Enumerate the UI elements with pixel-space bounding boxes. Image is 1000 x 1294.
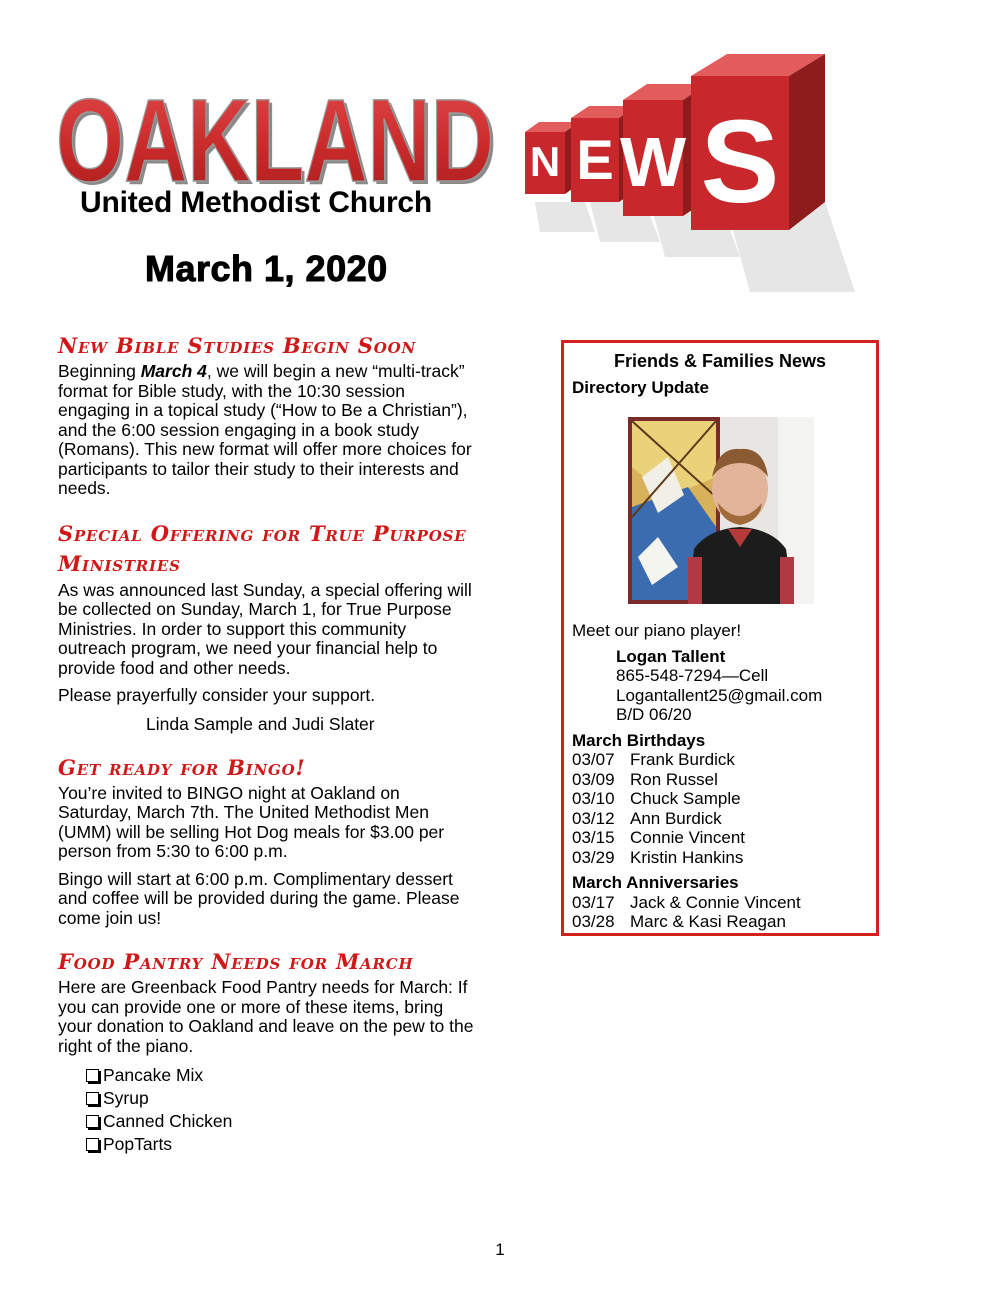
section-heading: Special Offering for True Purpose Ministries [58,520,467,576]
checkbox-icon [86,1138,99,1151]
section-special-offering [58,519,478,734]
anniversary-row [572,893,872,913]
section-paragraph: Bingo will start at 6:00 p.m. Complimentary dessert and coffee will be provided during the game. Please come join us! [58,868,460,928]
masthead-subtitle: United Methodist Church [80,186,433,219]
left-column [58,332,478,1176]
cube-s [691,54,825,230]
section-bible-studies [58,332,478,499]
contact-name: Logan Tallent [616,646,726,666]
list-item [86,1064,478,1087]
section-heading: Get ready for Bingo! [58,754,306,780]
friends-families-box [561,340,879,936]
list-item [86,1110,478,1133]
birthday-row [572,828,872,848]
list-item [86,1133,478,1156]
section-bingo [58,754,478,929]
list-item-label: Canned Chicken [103,1111,233,1131]
birthday-date: 03/10 [572,789,615,808]
pantry-checklist [86,1064,478,1156]
box-lower [572,621,872,932]
piano-player-photo [628,417,814,604]
masthead-title [52,68,502,198]
box-intro: Meet our piano player! [572,621,742,640]
birthday-date: 03/12 [572,808,615,828]
birthday-row [572,789,872,809]
birthday-row [572,848,872,868]
checkbox-icon [86,1092,99,1105]
birthday-name: Frank Burdick [630,750,735,769]
cube-letter: S [700,96,780,228]
page-number: 1 [495,1240,505,1259]
section-heading: New Bible Studies Begin Soon [58,333,416,358]
section-paragraph: As was announced last Sunday, a special offering will be collected on Sunday, March 1, for True Purpose Ministries. In order to support this community outreach program, we need your financial help to provide food and other needs. [58,579,472,678]
cube-n [525,122,579,194]
anniversary-row [572,912,872,932]
anniversaries-heading: March Anniversaries [572,873,739,892]
issue-date: March 1, 2020 [145,248,388,289]
section-paragraph: You’re invited to BINGO night at Oakland on Saturday, March 7th. The United Methodist Men (UMM) will be selling Hot Dog meals for $3.00 per person from 5:30 to 6:00 p.m. [58,782,445,861]
checkbox-icon [86,1069,99,1082]
birthday-name: Kristin Hankins [630,847,744,867]
section-heading: Food Pantry Needs for March [58,949,414,974]
list-item-label: PopTarts [103,1134,173,1154]
birthday-name: Chuck Sample [630,789,741,808]
contact-email: Logantallent25@gmail.com [616,685,823,705]
birthday-row [572,750,872,770]
birthday-name: Ron Russel [630,769,718,789]
para-emphasis: March 4 [140,361,207,381]
anniversary-name: Jack & Connie Vincent [630,892,801,912]
anniversary-date: 03/17 [572,892,615,912]
list-item-label: Syrup [103,1088,149,1108]
cube-letter: N [529,138,561,185]
box-subtitle: Directory Update [572,378,709,397]
contact-birthday: B/D 06/20 [616,705,692,724]
para-rest: , we will begin a new “multi-track” format for Bible study, with the 10:30 session engaging in a topical study (“How to Be a Christian”), and the 6:00 session engaging in a book study (Romans). This new format will offer more choices for participants to tailor their study to their interests and needs. [58,361,472,498]
para-prefix: Beginning [58,361,141,381]
cube-letter: W [619,123,687,201]
section-paragraph: Here are Greenback Food Pantry needs for March: If you can provide one or more of these items, bring your donation to Oakland and leave on the pew to the right of the piano. [58,977,474,1056]
section-paragraph: Please prayerfully consider your support. [58,685,376,705]
birthday-name: Ann Burdick [630,808,722,828]
contact-card [616,647,872,725]
birthday-date: 03/29 [572,847,615,867]
masthead-title-shadow: OAKLAND [59,78,497,198]
checkbox-icon [86,1115,99,1128]
birthday-row [572,770,872,790]
birthday-row [572,809,872,829]
news-cube-logo [495,52,905,302]
birthday-date: 03/07 [572,750,615,769]
section-signature: Linda Sample and Judi Slater [146,713,375,734]
cube-letter: E [576,128,614,191]
birthday-date: 03/15 [572,828,615,847]
section-food-pantry [58,948,478,1156]
masthead-title-text: OAKLAND [56,75,494,198]
box-title: Friends & Families News [613,351,827,371]
birthday-date: 03/09 [572,769,615,789]
list-item [86,1087,478,1110]
contact-phone: 865-548-7294—Cell [616,666,769,685]
anniversary-name: Marc & Kasi Reagan [630,912,786,931]
section-paragraph [58,362,478,499]
list-item-label: Pancake Mix [103,1065,204,1085]
birthday-name: Connie Vincent [630,828,745,847]
anniversary-date: 03/28 [572,912,615,931]
birthdays-heading: March Birthdays [572,730,706,750]
